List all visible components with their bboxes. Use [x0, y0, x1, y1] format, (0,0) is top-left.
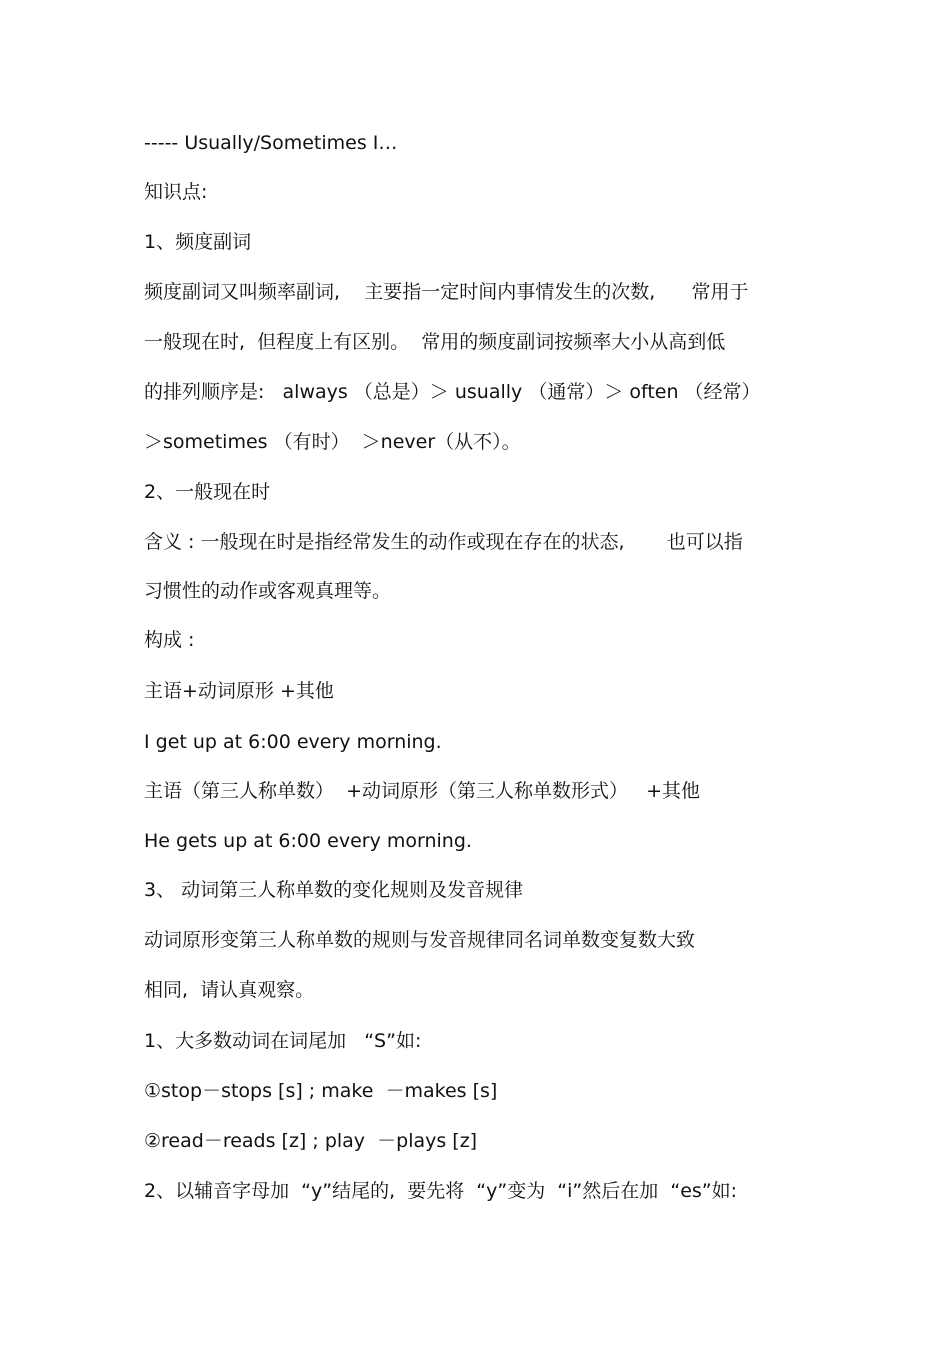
paragraph-line: ＞sometimes （有时） ＞never（从不）。 — [144, 431, 521, 453]
example-sentence: I get up at 6:00 every morning. — [144, 731, 442, 753]
example-sentence: He gets up at 6:00 every morning. — [144, 830, 472, 852]
section-1-heading: 1、频度副词 — [144, 231, 252, 253]
paragraph-line: 含义 : 一般现在时是指经常发生的动作或现在存在的状态, 也可以指 — [144, 531, 743, 553]
title-line: ----- Usually/Sometimes I… — [144, 132, 398, 154]
rule-line: 1、大多数动词在词尾加 “S”如: — [144, 1030, 422, 1052]
rule-line: 2、以辅音字母加 “y”结尾的, 要先将 “y”变为 “i”然后在加 “es”如: — [144, 1180, 738, 1202]
paragraph-line: 动词原形变第三人称单数的规则与发音规律同名词单数变复数大致 — [144, 929, 696, 951]
paragraph-line: 一般现在时, 但程度上有区别。 常用的频度副词按频率大小从高到低 — [144, 331, 726, 353]
structure-heading: 构成 : — [144, 629, 195, 651]
paragraph-line: 相同, 请认真观察。 — [144, 979, 315, 1001]
paragraph-line: 习惯性的动作或客观真理等。 — [144, 580, 392, 602]
example-line: ②read－reads [z] ; play －plays [z] — [144, 1130, 478, 1152]
section-3-heading: 3、 动词第三人称单数的变化规则及发音规律 — [144, 879, 524, 901]
paragraph-line: 频度副词又叫频率副词, 主要指一定时间内事情发生的次数, 常用于 — [144, 281, 749, 303]
section-2-heading: 2、一般现在时 — [144, 481, 271, 503]
formula-line: 主语（第三人称单数） +动词原形（第三人称单数形式） +其他 — [144, 780, 701, 802]
paragraph-line: 的排列顺序是: always （总是）＞ usually （通常）＞ often （经常） — [144, 381, 761, 403]
knowledge-heading: 知识点: — [144, 181, 208, 203]
formula-line: 主语+动词原形 +其他 — [144, 680, 334, 702]
example-line: ①stop－stops [s] ; make －makes [s] — [144, 1080, 498, 1102]
